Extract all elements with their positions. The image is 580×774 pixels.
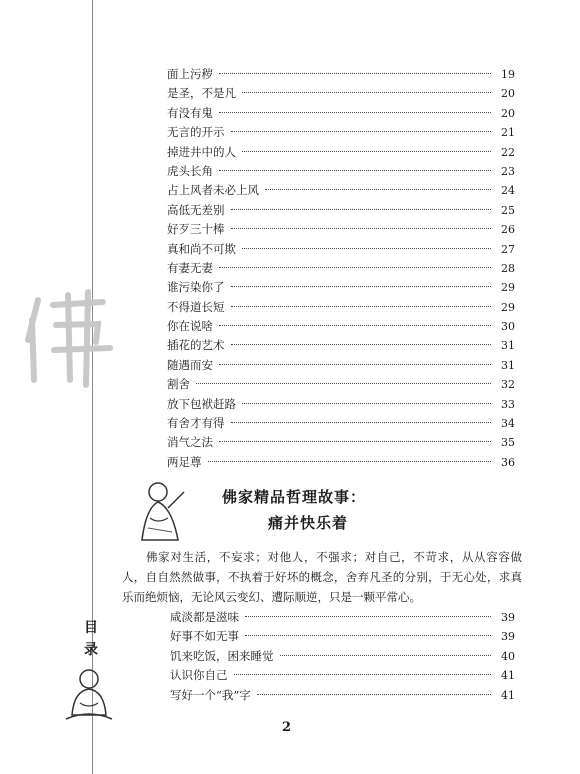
toc-entry-page: 39 xyxy=(501,611,515,624)
toc-entry-page: 40 xyxy=(501,649,515,663)
toc-entry-page: 32 xyxy=(501,378,515,392)
toc-entry-page: 29 xyxy=(501,300,515,314)
toc-entry-title: 不得道长短 xyxy=(167,299,225,314)
toc-leader-dots xyxy=(242,248,491,249)
toc-leader-dots xyxy=(231,228,492,229)
toc-entry-page: 41 xyxy=(501,688,515,702)
toc-entry[interactable] xyxy=(167,375,515,394)
toc-entry-title: 割舍 xyxy=(167,377,190,392)
toc-entry[interactable] xyxy=(167,453,515,472)
toc-entry[interactable] xyxy=(167,240,515,259)
section-subtitle: 痛并快乐着 xyxy=(268,514,349,532)
toc-entry[interactable] xyxy=(167,181,515,200)
contents-label: 目 录 xyxy=(84,620,98,658)
toc-leader-dots xyxy=(242,403,491,404)
toc-leader-dots xyxy=(280,655,492,656)
toc-list xyxy=(167,65,515,472)
toc-entry[interactable] xyxy=(170,666,515,685)
toc-leader-dots xyxy=(231,422,492,423)
section-toc-list xyxy=(170,608,515,705)
toc-entry-title: 两足尊 xyxy=(167,454,202,469)
toc-entry-title: 放下包袱赶路 xyxy=(167,396,236,411)
toc-entry-page: 27 xyxy=(501,242,515,256)
toc-entry[interactable] xyxy=(170,627,515,646)
buddha-calligraphy-icon xyxy=(18,280,128,390)
toc-entry-title: 有妻无妻 xyxy=(167,260,213,275)
toc-leader-dots xyxy=(231,344,492,345)
toc-leader-dots xyxy=(242,151,491,152)
toc-entry-title: 认识你自己 xyxy=(170,668,228,683)
toc-entry-title: 插花的艺术 xyxy=(167,338,225,353)
toc-entry-page: 41 xyxy=(501,669,515,683)
toc-entry[interactable] xyxy=(167,433,515,452)
toc-entry-page: 25 xyxy=(501,203,515,217)
toc-entry-title: 面上污秽 xyxy=(167,67,213,81)
toc-entry-title: 无言的开示 xyxy=(167,125,225,140)
toc-entry-page: 31 xyxy=(501,358,515,372)
toc-entry-page: 29 xyxy=(501,281,515,295)
toc-entry[interactable] xyxy=(167,220,515,239)
toc-leader-dots xyxy=(245,616,491,617)
toc-entry-page: 20 xyxy=(501,87,515,101)
toc-entry[interactable] xyxy=(167,317,515,336)
toc-entry-title: 谁污染你了 xyxy=(167,280,225,295)
section-header xyxy=(128,478,518,542)
toc-leader-dots xyxy=(234,674,492,675)
section-title: 佛家精品哲理故事： xyxy=(222,488,367,506)
toc-entry[interactable] xyxy=(167,162,515,181)
seated-monk-icon xyxy=(62,665,116,723)
toc-leader-dots xyxy=(196,383,491,384)
toc-leader-dots xyxy=(265,189,491,190)
toc-entry[interactable] xyxy=(170,647,515,666)
toc-entry-title: 咸淡都是滋味 xyxy=(170,610,239,624)
toc-entry[interactable] xyxy=(167,395,515,414)
toc-entry-title: 掉进井中的人 xyxy=(167,144,236,159)
toc-entry[interactable] xyxy=(167,298,515,317)
toc-leader-dots xyxy=(208,461,492,462)
toc-entry-page: 22 xyxy=(501,145,515,159)
toc-leader-dots xyxy=(219,170,491,171)
toc-entry[interactable] xyxy=(167,104,515,123)
toc-entry-title: 真和尚不可欺 xyxy=(167,241,236,256)
toc-entry-title: 有没有鬼 xyxy=(167,105,213,120)
toc-entry-page: 24 xyxy=(501,184,515,198)
toc-entry-page: 20 xyxy=(501,106,515,120)
toc-entry-title: 消气之法 xyxy=(167,435,213,450)
toc-entry-title: 高低无差别 xyxy=(167,202,225,217)
toc-entry[interactable] xyxy=(170,608,515,627)
toc-entry-page: 31 xyxy=(501,339,515,353)
toc-entry[interactable] xyxy=(167,143,515,162)
toc-entry-title: 随遇而安 xyxy=(167,357,213,372)
toc-leader-dots xyxy=(257,694,491,695)
toc-leader-dots xyxy=(219,73,491,74)
toc-entry-title: 写好一个“我”字 xyxy=(170,687,251,702)
toc-entry[interactable] xyxy=(167,65,515,84)
toc-leader-dots xyxy=(231,306,492,307)
toc-entry[interactable] xyxy=(167,259,515,278)
toc-leader-dots xyxy=(231,209,492,210)
toc-entry-page: 34 xyxy=(501,417,515,431)
toc-entry[interactable] xyxy=(167,278,515,297)
toc-entry-title: 你在说啥 xyxy=(167,319,213,334)
toc-entry[interactable] xyxy=(170,686,515,705)
toc-leader-dots xyxy=(231,286,492,287)
toc-entry[interactable] xyxy=(167,336,515,355)
toc-entry-page: 26 xyxy=(501,223,515,237)
toc-entry-page: 19 xyxy=(501,68,515,81)
toc-entry-page: 23 xyxy=(501,164,515,178)
toc-leader-dots xyxy=(219,112,491,113)
toc-entry-title: 虎头长角 xyxy=(167,163,213,178)
page-number: 2 xyxy=(282,720,292,735)
toc-entry-page: 30 xyxy=(501,320,515,334)
toc-entry-title: 占上风者未必上风 xyxy=(167,183,259,198)
toc-entry-title: 是圣，不是凡 xyxy=(167,86,236,101)
toc-entry-page: 21 xyxy=(501,126,515,140)
toc-leader-dots xyxy=(245,635,491,636)
toc-entry[interactable] xyxy=(167,414,515,433)
toc-leader-dots xyxy=(242,92,491,93)
section-intro: 佛家对生活，不妄求；对他人，不强求；对自己，不苛求，从从容容做人，自自然然做事，不执着于好坏的概念，舍弃凡圣的分别，于无心处，求真乐而绝烦恼，无论风云变幻、遭际顺逆，只是一颗平常心。 xyxy=(122,550,522,604)
toc-leader-dots xyxy=(219,325,491,326)
toc-entry-page: 35 xyxy=(501,436,515,450)
toc-entry-page: 39 xyxy=(501,630,515,644)
toc-entry-page: 28 xyxy=(501,261,515,275)
toc-entry-page: 36 xyxy=(501,455,515,469)
toc-leader-dots xyxy=(219,364,491,365)
toc-entry[interactable] xyxy=(167,356,515,375)
toc-leader-dots xyxy=(219,441,491,442)
toc-entry-title: 好事不如无事 xyxy=(170,629,239,644)
toc-entry[interactable] xyxy=(167,201,515,220)
toc-leader-dots xyxy=(231,131,492,132)
toc-entry[interactable] xyxy=(167,84,515,103)
toc-entry-title: 饥来吃饭，困来睡觉 xyxy=(170,648,274,663)
toc-leader-dots xyxy=(219,267,491,268)
toc-entry-title: 好歹三十棒 xyxy=(167,222,225,237)
toc-entry-page: 33 xyxy=(501,397,515,411)
toc-entry[interactable] xyxy=(167,123,515,142)
toc-entry-title: 有舍才有得 xyxy=(167,416,225,431)
monk-figure-icon xyxy=(128,478,194,544)
